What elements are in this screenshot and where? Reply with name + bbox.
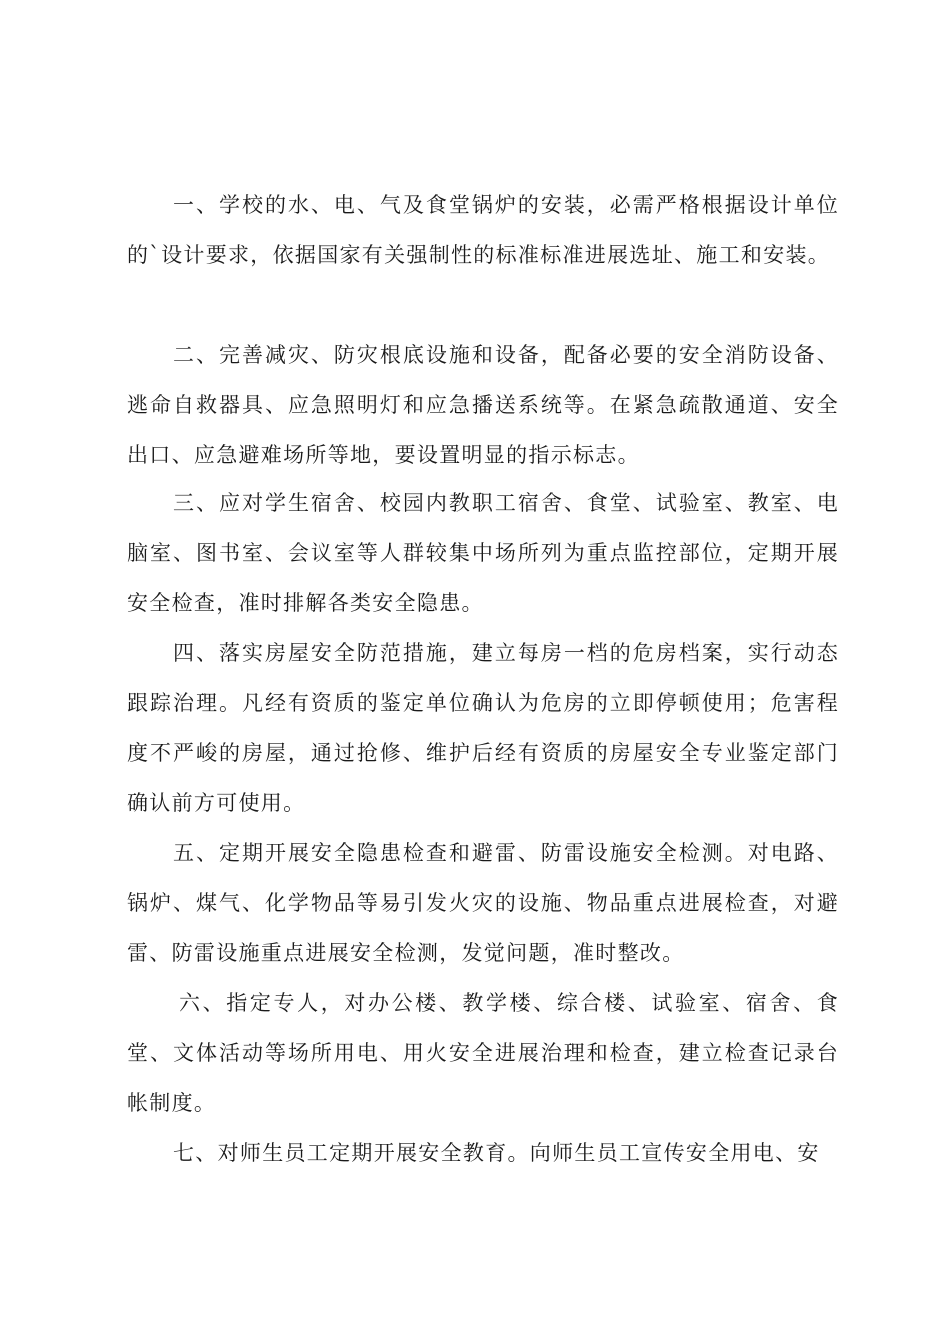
paragraph-2: 二、完善减灾、防灾根底设施和设备，配备必要的安全消防设备、逃命自救器具、应急照明灯和应急播送系统等。在紧急疏散通道、安全出口、应急避难场所等地，要设置明显的指示标志。 bbox=[127, 343, 839, 467]
paragraph-3: 三、应对学生宿舍、校园内教职工宿舍、食堂、试验室、教室、电脑室、图书室、会议室等人群较集中场所列为重点监控部位，定期开展安全检查，准时排解各类安全隐患。 bbox=[127, 491, 839, 615]
paragraph-4: 四、落实房屋安全防范措施，建立每房一档的危房档案，实行动态跟踪治理。凡经有资质的鉴定单位确认为危房的立即停顿使用；危害程度不严峻的房屋，通过抢修、维护后经有资质的房屋安全专业鉴定部门确认前方可使用。 bbox=[127, 641, 839, 815]
paragraph-5: 五、定期开展安全隐患检查和避雷、防雷设施安全检测。对电路、锅炉、煤气、化学物品等易引发火灾的设施、物品重点进展检查，对避雷、防雷设施重点进展安全检测，发觉问题，准时整改。 bbox=[127, 841, 839, 965]
paragraph-6: 六、指定专人，对办公楼、教学楼、综合楼、试验室、宿舍、食堂、文体活动等场所用电、用火安全进展治理和检查，建立检查记录台帐制度。 bbox=[127, 991, 839, 1115]
paragraph-1: 一、学校的水、电、气及食堂锅炉的安装，必需严格根据设计单位的`设计要求，依据国家有关强制性的标准标准进展选址、施工和安装。 bbox=[127, 193, 839, 267]
paragraph-7: 七、对师生员工定期开展安全教育。向师生员工宣传安全用电、安 bbox=[173, 1141, 820, 1165]
